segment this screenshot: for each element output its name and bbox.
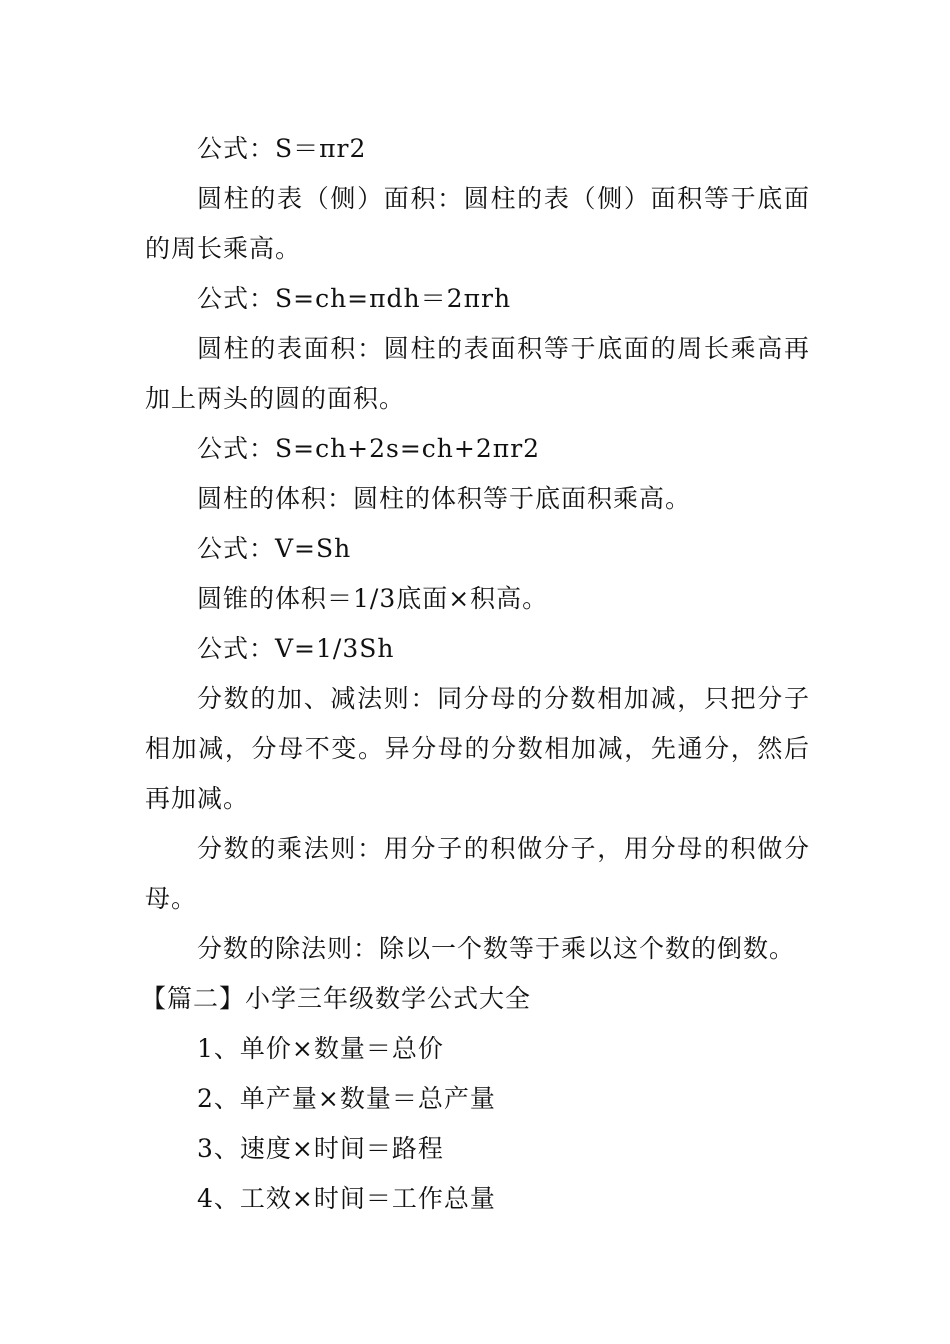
list-item: 2、单产量×数量＝总产量 [197, 1084, 496, 1113]
cylinder-surface-area-text: 圆柱的表面积：圆柱的表面积等于底面的周长乘高再加上两头的圆的面积。 [145, 334, 810, 413]
formula-cylinder-surface-area: 公式：S=ch+2s=ch+2πr2 [197, 434, 541, 463]
formula-cylinder-volume: 公式：V=Sh [197, 534, 352, 563]
list-item: 3、速度×时间＝路程 [197, 1134, 444, 1163]
formula-cylinder-lateral-area: 公式：S=ch=πdh＝2πrh [197, 284, 512, 313]
formula-list [145, 1024, 810, 1224]
cylinder-lateral-area-text: 圆柱的表（侧）面积：圆柱的表（侧）面积等于底面的周长乘高。 [145, 184, 810, 263]
fraction-multiply-rule: 分数的乘法则：用分子的积做分子，用分母的积做分母。 [145, 834, 810, 913]
fraction-divide-rule: 分数的除法则：除以一个数等于乘以这个数的倒数。 [197, 934, 796, 963]
cone-volume-text: 圆锥的体积＝1/3底面×积高。 [197, 584, 549, 613]
cylinder-volume-text: 圆柱的体积：圆柱的体积等于底面积乘高。 [197, 484, 692, 513]
section-heading: 【篇二】小学三年级数学公式大全 [141, 984, 532, 1013]
fraction-add-subtract-rule: 分数的加、减法则：同分母的分数相加减，只把分子相加减，分母不变。异分母的分数相加减，先通分，然后再加减。 [145, 684, 810, 813]
list-item: 1、单价×数量＝总价 [197, 1034, 444, 1063]
formula-cone-volume: 公式：V=1/3Sh [197, 634, 395, 663]
list-item: 4、工效×时间＝工作总量 [197, 1184, 496, 1213]
document-body [141, 124, 810, 1224]
formula-circle-area: 公式：S＝πr2 [197, 134, 367, 163]
